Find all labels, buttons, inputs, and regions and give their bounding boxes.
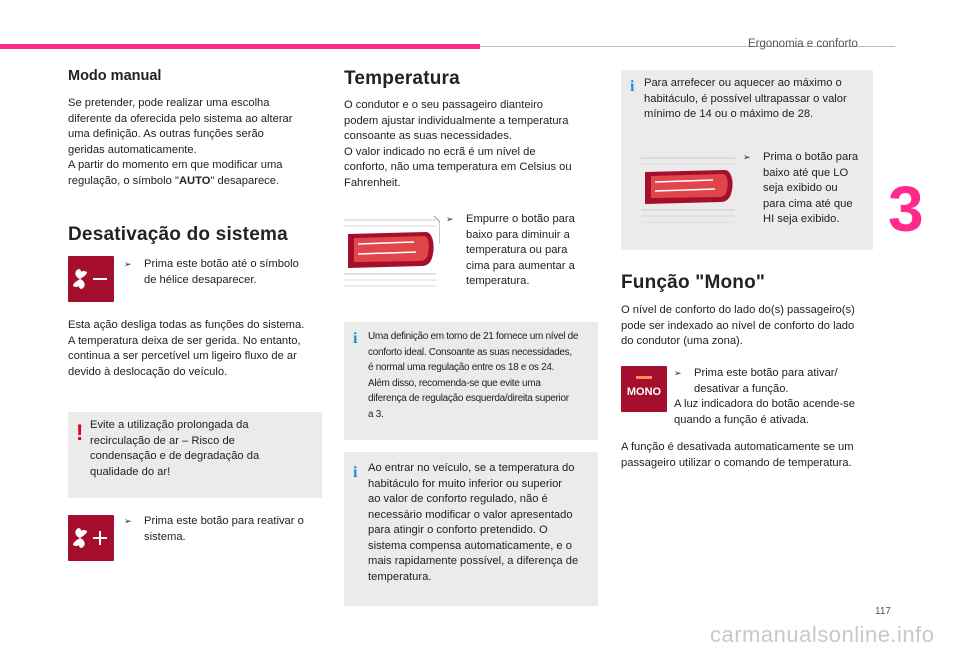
- mono-indicator-text: A luz indicadora do botão acende-se quando a função é ativada.: [674, 398, 855, 426]
- section-name: Ergonomia e conforto: [748, 38, 858, 50]
- warning-text: Evite a utilização prolongada da recirculação de ar – Risco de condensação e de degradação da qualidade do ar!: [90, 419, 260, 478]
- reactivate-instruction: ➢ Prima este botão para reativar o sistema.: [124, 515, 304, 543]
- manual-mode-text: Se pretender, pode realizar uma escolha diferente da oferecida pelo sistema ao alterar uma definição. As outras funções serão geridas automaticamente. A partir do momento em que modificar uma regulação, o símbolo "AUTO" desaparece.: [68, 97, 293, 187]
- mono-button[interactable]: [621, 366, 667, 412]
- warning-box: [68, 412, 322, 498]
- temperature-instruction: ➢ Empurre o botão para baixo para diminuir a temperatura ou para cima para aumentar a temperatura.: [446, 213, 575, 287]
- mono-indicator-light: [636, 376, 652, 379]
- auto-symbol: AUTO: [178, 174, 211, 187]
- temperature-control-illustration: [641, 152, 741, 232]
- info-box-ideal-setting: [344, 322, 598, 440]
- bullet-arrow-icon: ➢: [674, 368, 682, 378]
- mono-title: Função "Mono": [621, 272, 766, 293]
- info-max-min-text: Para arrefecer ou aquecer ao máximo o habitáculo, é possível ultrapassar o valor mínimo de 14 ou o máximo de 28.: [644, 77, 847, 120]
- mono-button-label: MONO: [626, 386, 662, 398]
- info-icon: i: [353, 464, 358, 481]
- deactivate-text: Esta ação desliga todas as funções do sistema. A temperatura deixa de ser gerida. No entanto, continua a ser percetível um ligeiro fluxo de ar devido à deslocação do veículo.: [68, 319, 305, 378]
- fan-minus-icon[interactable]: [68, 256, 114, 302]
- temperature-text: O condutor e o seu passageiro dianteiro podem ajustar individualmente a temperatura consoante as suas necessidades. O valor indicado no ecrã é um nível de conforto, não uma temperatura em Celsius ou Fahrenheit.: [344, 99, 572, 189]
- info-box-max-min: [621, 70, 873, 250]
- page-number: 117: [875, 606, 891, 617]
- max-min-instruction: ➢ Prima o botão para baixo até que LO seja exibido ou para cima até que HI seja exibido.: [743, 151, 859, 225]
- info-auto-compensation-text: Ao entrar no veículo, se a temperatura do habitáculo for muito inferior ou superior ao valor de conforto regulado, não é necessário modificar o valor apresentado para atingir o conforto pretendido. O sistema compensa automaticamente, e o mais rapidamente possível, a diferença de temperatura.: [368, 462, 579, 583]
- manual-mode-title: Modo manual: [68, 68, 162, 84]
- bullet-arrow-icon: ➢: [446, 214, 454, 224]
- mono-instruction: ➢ Prima este botão para ativar/ desativar a função.: [674, 367, 838, 395]
- header-accent-bar: [0, 44, 480, 49]
- info-ideal-setting-text: Uma definição em torno de 21 fornece um nível de conforto ideal. Consoante as suas necessidades, é normal uma regulação entre os 18 e os 24. Além disso, recomenda-se que evite uma diferença de regulação esquerda/direita superior a 3.: [368, 331, 579, 420]
- deactivate-instruction: ➢ Prima este botão até o símbolo de hélice desaparecer.: [124, 258, 299, 286]
- deactivate-title: Desativação do sistema: [68, 224, 288, 245]
- mono-text: O nível de conforto do lado do(s) passageiro(s) pode ser indexado ao nível de conforto do lado do condutor (uma zona).: [621, 304, 855, 347]
- info-box-auto-compensation: [344, 452, 598, 606]
- temperature-title: Temperatura: [344, 68, 460, 89]
- watermark: carmanualsonline.info: [710, 622, 935, 647]
- chapter-number: 3: [888, 173, 924, 245]
- warning-icon: !: [76, 420, 84, 445]
- bullet-arrow-icon: ➢: [124, 259, 132, 269]
- fan-plus-icon[interactable]: [68, 515, 114, 561]
- temperature-control-illustration: [344, 214, 440, 298]
- bullet-arrow-icon: ➢: [124, 516, 132, 526]
- info-icon: i: [630, 78, 635, 95]
- bullet-arrow-icon: ➢: [743, 152, 751, 162]
- info-icon: i: [353, 330, 358, 347]
- mono-auto-off-text: A função é desativada automaticamente se um passageiro utilizar o comando de temperatura.: [621, 441, 854, 469]
